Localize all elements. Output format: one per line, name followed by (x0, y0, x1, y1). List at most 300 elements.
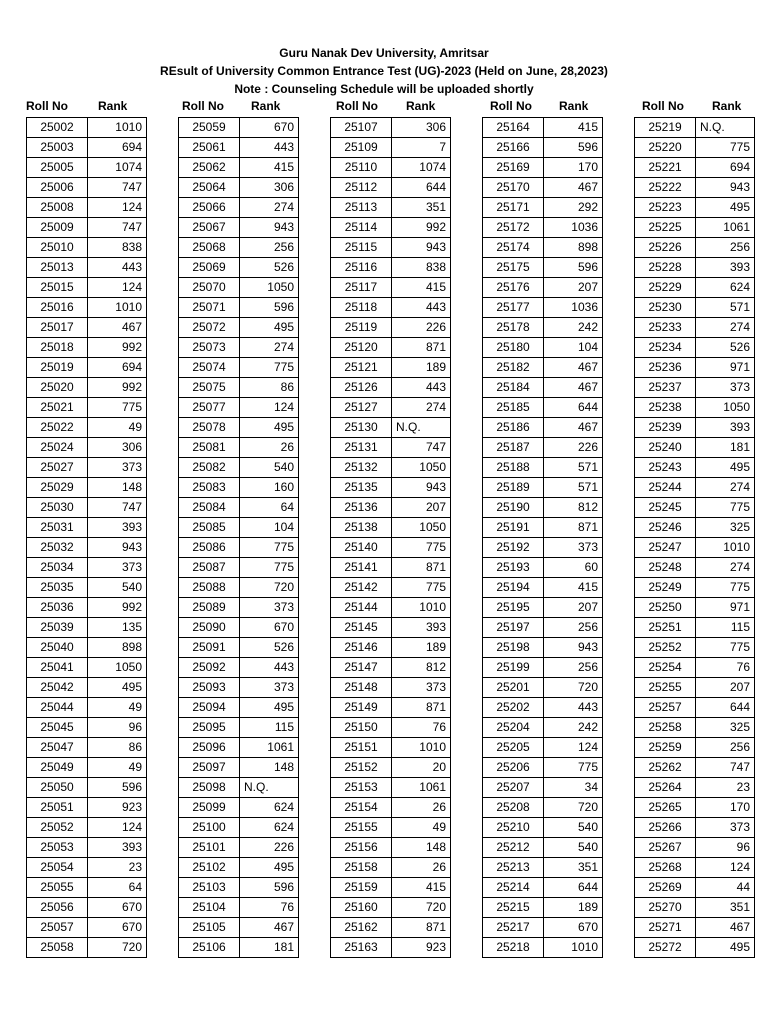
rank-cell: 351 (696, 898, 755, 918)
column-header-group-3 (330, 98, 452, 115)
roll-no-cell: 25100 (179, 818, 240, 838)
roll-no-cell: 25016 (27, 298, 88, 318)
rank-cell: 415 (544, 118, 603, 138)
table-row (27, 818, 147, 838)
roll-no-header: Roll No (336, 99, 378, 113)
roll-no-cell: 25008 (27, 198, 88, 218)
rank-cell: 124 (696, 858, 755, 878)
table-row (331, 678, 451, 698)
rank-cell: 226 (392, 318, 451, 338)
roll-no-cell: 25070 (179, 278, 240, 298)
rank-cell: 124 (88, 278, 147, 298)
rank-cell: 393 (88, 518, 147, 538)
rank-cell: 373 (696, 378, 755, 398)
rank-cell: 838 (392, 258, 451, 278)
rank-cell: 135 (88, 618, 147, 638)
roll-no-cell: 25085 (179, 518, 240, 538)
table-row (635, 898, 755, 918)
roll-no-cell: 25047 (27, 738, 88, 758)
roll-no-cell: 25068 (179, 238, 240, 258)
rank-cell: 207 (544, 278, 603, 298)
rank-cell: 104 (544, 338, 603, 358)
rank-cell: 467 (240, 918, 299, 938)
roll-no-cell: 25164 (483, 118, 544, 138)
rank-cell: 943 (240, 218, 299, 238)
roll-no-cell: 25264 (635, 778, 696, 798)
roll-no-cell: 25044 (27, 698, 88, 718)
table-row (179, 318, 299, 338)
roll-no-cell: 25127 (331, 398, 392, 418)
rank-cell: 720 (544, 678, 603, 698)
table-row (27, 358, 147, 378)
rank-cell: 992 (392, 218, 451, 238)
rank-table-3 (330, 117, 451, 958)
table-row (331, 498, 451, 518)
roll-no-cell: 25198 (483, 638, 544, 658)
table-row (635, 418, 755, 438)
roll-no-cell: 25250 (635, 598, 696, 618)
table-row (483, 918, 603, 938)
roll-no-cell: 25151 (331, 738, 392, 758)
rank-cell: 189 (544, 898, 603, 918)
table-row (483, 398, 603, 418)
rank-cell: 115 (696, 618, 755, 638)
roll-no-cell: 25073 (179, 338, 240, 358)
table-row (483, 458, 603, 478)
rank-cell: 596 (240, 298, 299, 318)
rank-cell: 373 (544, 538, 603, 558)
roll-no-cell: 25112 (331, 178, 392, 198)
roll-no-cell: 25194 (483, 578, 544, 598)
rank-cell: 325 (696, 518, 755, 538)
table-row (27, 598, 147, 618)
table-row (331, 438, 451, 458)
roll-no-cell: 25248 (635, 558, 696, 578)
table-row (331, 418, 451, 438)
roll-no-cell: 25219 (635, 118, 696, 138)
roll-no-cell: 25225 (635, 218, 696, 238)
table-row (27, 158, 147, 178)
roll-no-cell: 25145 (331, 618, 392, 638)
roll-no-cell: 25192 (483, 538, 544, 558)
table-row (483, 118, 603, 138)
rank-cell: 670 (88, 918, 147, 938)
rank-cell: 1061 (392, 778, 451, 798)
roll-no-cell: 25130 (331, 418, 392, 438)
roll-no-cell: 25268 (635, 858, 696, 878)
table-row (27, 378, 147, 398)
rank-cell: 526 (696, 338, 755, 358)
roll-no-cell: 25220 (635, 138, 696, 158)
roll-no-cell: 25119 (331, 318, 392, 338)
table-row (331, 718, 451, 738)
roll-no-cell: 25266 (635, 818, 696, 838)
rank-cell: 160 (240, 478, 299, 498)
table-row (483, 798, 603, 818)
rank-cell: 96 (88, 718, 147, 738)
table-row (483, 818, 603, 838)
table-row (483, 418, 603, 438)
table-row (635, 438, 755, 458)
rank-cell: N.Q. (392, 418, 451, 438)
roll-no-cell: 25088 (179, 578, 240, 598)
rank-cell: 1010 (544, 938, 603, 958)
table-row (635, 358, 755, 378)
rank-cell: 415 (392, 278, 451, 298)
roll-no-cell: 25045 (27, 718, 88, 738)
table-row (331, 238, 451, 258)
table-row (27, 498, 147, 518)
roll-no-cell: 25178 (483, 318, 544, 338)
table-row (483, 758, 603, 778)
table-row (179, 458, 299, 478)
rank-cell: 23 (88, 858, 147, 878)
rank-cell: 644 (696, 698, 755, 718)
rank-cell: 747 (392, 438, 451, 458)
roll-no-cell: 25159 (331, 878, 392, 898)
roll-no-cell: 25186 (483, 418, 544, 438)
roll-no-cell: 25021 (27, 398, 88, 418)
table-row (635, 278, 755, 298)
roll-no-cell: 25064 (179, 178, 240, 198)
rank-cell: 467 (696, 918, 755, 938)
table-row (331, 118, 451, 138)
roll-no-cell: 25149 (331, 698, 392, 718)
roll-no-cell: 25170 (483, 178, 544, 198)
table-row (331, 858, 451, 878)
table-row (483, 378, 603, 398)
roll-no-cell: 25051 (27, 798, 88, 818)
rank-cell: 274 (696, 318, 755, 338)
rank-cell: 207 (544, 598, 603, 618)
roll-no-cell: 25117 (331, 278, 392, 298)
table-row (27, 218, 147, 238)
table-row (179, 938, 299, 958)
table-row (179, 118, 299, 138)
rank-cell: 86 (88, 738, 147, 758)
table-row (331, 138, 451, 158)
roll-no-cell: 25086 (179, 538, 240, 558)
roll-no-cell: 25109 (331, 138, 392, 158)
rank-cell: 775 (88, 398, 147, 418)
roll-no-cell: 25201 (483, 678, 544, 698)
table-row (483, 638, 603, 658)
rank-cell: 495 (88, 678, 147, 698)
rank-cell: 274 (392, 398, 451, 418)
rank-cell: 747 (696, 758, 755, 778)
roll-no-cell: 25078 (179, 418, 240, 438)
rank-cell: 1036 (544, 298, 603, 318)
roll-no-cell: 25207 (483, 778, 544, 798)
rank-cell: 7 (392, 138, 451, 158)
table-row (27, 778, 147, 798)
rank-cell: 306 (240, 178, 299, 198)
rank-header: Rank (406, 99, 436, 113)
table-row (179, 638, 299, 658)
roll-no-cell: 25010 (27, 238, 88, 258)
rank-cell: 495 (696, 938, 755, 958)
table-row (635, 458, 755, 478)
rank-cell: 526 (240, 638, 299, 658)
roll-no-cell: 25223 (635, 198, 696, 218)
roll-no-cell: 25081 (179, 438, 240, 458)
roll-no-cell: 25131 (331, 438, 392, 458)
roll-no-cell: 25138 (331, 518, 392, 538)
table-row (179, 798, 299, 818)
roll-no-cell: 25184 (483, 378, 544, 398)
rank-cell: 670 (88, 898, 147, 918)
rank-cell: 86 (240, 378, 299, 398)
rank-cell: 596 (544, 258, 603, 278)
table-row (27, 718, 147, 738)
rank-cell: 443 (240, 138, 299, 158)
roll-no-cell: 25237 (635, 378, 696, 398)
rank-cell: 495 (696, 458, 755, 478)
rank-cell: 670 (240, 618, 299, 638)
table-row (27, 538, 147, 558)
table-row (635, 858, 755, 878)
table-row (635, 598, 755, 618)
rank-cell: 181 (696, 438, 755, 458)
table-row (27, 438, 147, 458)
roll-no-cell: 25096 (179, 738, 240, 758)
rank-cell: 415 (544, 578, 603, 598)
table-row (331, 698, 451, 718)
rank-cell: 1050 (240, 278, 299, 298)
table-row (635, 578, 755, 598)
table-row (331, 298, 451, 318)
rank-cell: 540 (544, 818, 603, 838)
table-row (483, 338, 603, 358)
table-row (27, 298, 147, 318)
roll-no-header: Roll No (182, 99, 224, 113)
rank-cell: 393 (696, 418, 755, 438)
table-row (331, 358, 451, 378)
rank-table-4 (482, 117, 603, 958)
roll-no-cell: 25097 (179, 758, 240, 778)
table-row (331, 338, 451, 358)
table-row (635, 638, 755, 658)
roll-no-cell: 25062 (179, 158, 240, 178)
roll-no-cell: 25270 (635, 898, 696, 918)
rank-cell: 943 (696, 178, 755, 198)
roll-no-cell: 25150 (331, 718, 392, 738)
rank-cell: 694 (696, 158, 755, 178)
column-header-group-1 (26, 98, 148, 115)
rank-cell: 775 (240, 538, 299, 558)
table-row (635, 918, 755, 938)
roll-no-cell: 25102 (179, 858, 240, 878)
table-row (179, 738, 299, 758)
rank-cell: 898 (88, 638, 147, 658)
rank-cell: 812 (392, 658, 451, 678)
roll-no-cell: 25071 (179, 298, 240, 318)
rank-cell: 373 (392, 678, 451, 698)
table-row (483, 878, 603, 898)
roll-no-cell: 25240 (635, 438, 696, 458)
table-row (483, 778, 603, 798)
roll-no-cell: 25013 (27, 258, 88, 278)
rank-cell: 226 (240, 838, 299, 858)
rank-cell: 670 (544, 918, 603, 938)
rank-cell: 351 (392, 198, 451, 218)
roll-no-cell: 25140 (331, 538, 392, 558)
table-row (179, 758, 299, 778)
rank-cell: 775 (696, 638, 755, 658)
table-row (331, 778, 451, 798)
roll-no-cell: 25156 (331, 838, 392, 858)
table-row (179, 718, 299, 738)
roll-no-cell: 25160 (331, 898, 392, 918)
rank-cell: 443 (392, 298, 451, 318)
rank-cell: 189 (392, 358, 451, 378)
table-row (179, 858, 299, 878)
roll-no-cell: 25035 (27, 578, 88, 598)
page-note: Note : Counseling Schedule will be uploaded shortly (234, 82, 534, 96)
rank-cell: 256 (696, 238, 755, 258)
roll-no-cell: 25017 (27, 318, 88, 338)
rank-cell: 115 (240, 718, 299, 738)
roll-no-cell: 25204 (483, 718, 544, 738)
table-row (483, 578, 603, 598)
rank-cell: 26 (240, 438, 299, 458)
rank-cell: 992 (88, 598, 147, 618)
table-row (483, 358, 603, 378)
rank-table-5 (634, 117, 755, 958)
rank-cell: 1074 (392, 158, 451, 178)
roll-no-cell: 25103 (179, 878, 240, 898)
roll-no-cell: 25180 (483, 338, 544, 358)
roll-no-cell: 25031 (27, 518, 88, 538)
table-row (483, 718, 603, 738)
roll-no-cell: 25148 (331, 678, 392, 698)
table-row (331, 278, 451, 298)
rank-cell: 207 (392, 498, 451, 518)
roll-no-cell: 25050 (27, 778, 88, 798)
roll-no-cell: 25092 (179, 658, 240, 678)
table-row (179, 438, 299, 458)
table-row (331, 898, 451, 918)
roll-no-cell: 25244 (635, 478, 696, 498)
roll-no-cell: 25257 (635, 698, 696, 718)
rank-cell: 775 (696, 578, 755, 598)
table-row (331, 818, 451, 838)
table-row (635, 758, 755, 778)
table-row (483, 858, 603, 878)
table-row (331, 178, 451, 198)
roll-no-cell: 25154 (331, 798, 392, 818)
roll-no-cell: 25087 (179, 558, 240, 578)
rank-cell: 26 (392, 798, 451, 818)
rank-cell: 596 (544, 138, 603, 158)
rank-cell: 226 (544, 438, 603, 458)
table-row (635, 798, 755, 818)
rank-cell: 1010 (88, 298, 147, 318)
roll-no-cell: 25234 (635, 338, 696, 358)
rank-cell: 923 (88, 798, 147, 818)
rank-cell: 373 (88, 558, 147, 578)
roll-no-cell: 25066 (179, 198, 240, 218)
table-row (483, 558, 603, 578)
table-row (179, 918, 299, 938)
roll-no-cell: 25093 (179, 678, 240, 698)
rank-cell: 181 (240, 938, 299, 958)
rank-cell: 393 (696, 258, 755, 278)
table-row (331, 758, 451, 778)
rank-cell: 1074 (88, 158, 147, 178)
rank-cell: 443 (240, 658, 299, 678)
roll-no-cell: 25155 (331, 818, 392, 838)
table-row (635, 298, 755, 318)
roll-no-cell: 25259 (635, 738, 696, 758)
roll-no-cell: 25246 (635, 518, 696, 538)
roll-no-cell: 25054 (27, 858, 88, 878)
table-row (27, 118, 147, 138)
table-row (635, 538, 755, 558)
table-row (331, 158, 451, 178)
rank-cell: 812 (544, 498, 603, 518)
table-row (27, 698, 147, 718)
rank-cell: 373 (240, 598, 299, 618)
rank-header: Rank (98, 99, 128, 113)
rank-header: Rank (251, 99, 281, 113)
rank-cell: 775 (392, 538, 451, 558)
rank-cell: 104 (240, 518, 299, 538)
rank-cell: 256 (544, 618, 603, 638)
rank-cell: 747 (88, 178, 147, 198)
table-row (27, 678, 147, 698)
rank-cell: 971 (696, 358, 755, 378)
rank-cell: 775 (240, 358, 299, 378)
roll-no-cell: 25258 (635, 718, 696, 738)
roll-no-cell: 25272 (635, 938, 696, 958)
column-header-group-5 (634, 98, 756, 115)
rank-cell: 124 (240, 398, 299, 418)
roll-no-cell: 25252 (635, 638, 696, 658)
roll-no-cell: 25084 (179, 498, 240, 518)
table-row (27, 558, 147, 578)
roll-no-cell: 25208 (483, 798, 544, 818)
rank-cell: 64 (240, 498, 299, 518)
roll-no-cell: 25003 (27, 138, 88, 158)
rank-cell: 49 (88, 758, 147, 778)
roll-no-cell: 25027 (27, 458, 88, 478)
roll-no-cell: 25069 (179, 258, 240, 278)
rank-cell: 775 (696, 138, 755, 158)
table-row (27, 418, 147, 438)
rank-cell: 971 (696, 598, 755, 618)
table-row (179, 398, 299, 418)
rank-cell: 170 (544, 158, 603, 178)
table-row (179, 778, 299, 798)
table-row (635, 698, 755, 718)
rank-cell: 49 (88, 698, 147, 718)
table-row (483, 698, 603, 718)
table-row (635, 398, 755, 418)
rank-cell: 207 (696, 678, 755, 698)
roll-no-cell: 25090 (179, 618, 240, 638)
roll-no-cell: 25022 (27, 418, 88, 438)
roll-no-cell: 25233 (635, 318, 696, 338)
table-row (483, 618, 603, 638)
roll-no-cell: 25121 (331, 358, 392, 378)
roll-no-header: Roll No (642, 99, 684, 113)
roll-no-cell: 25049 (27, 758, 88, 778)
rank-cell: 644 (392, 178, 451, 198)
rank-cell: 1050 (88, 658, 147, 678)
table-row (635, 198, 755, 218)
rank-cell: 373 (88, 458, 147, 478)
